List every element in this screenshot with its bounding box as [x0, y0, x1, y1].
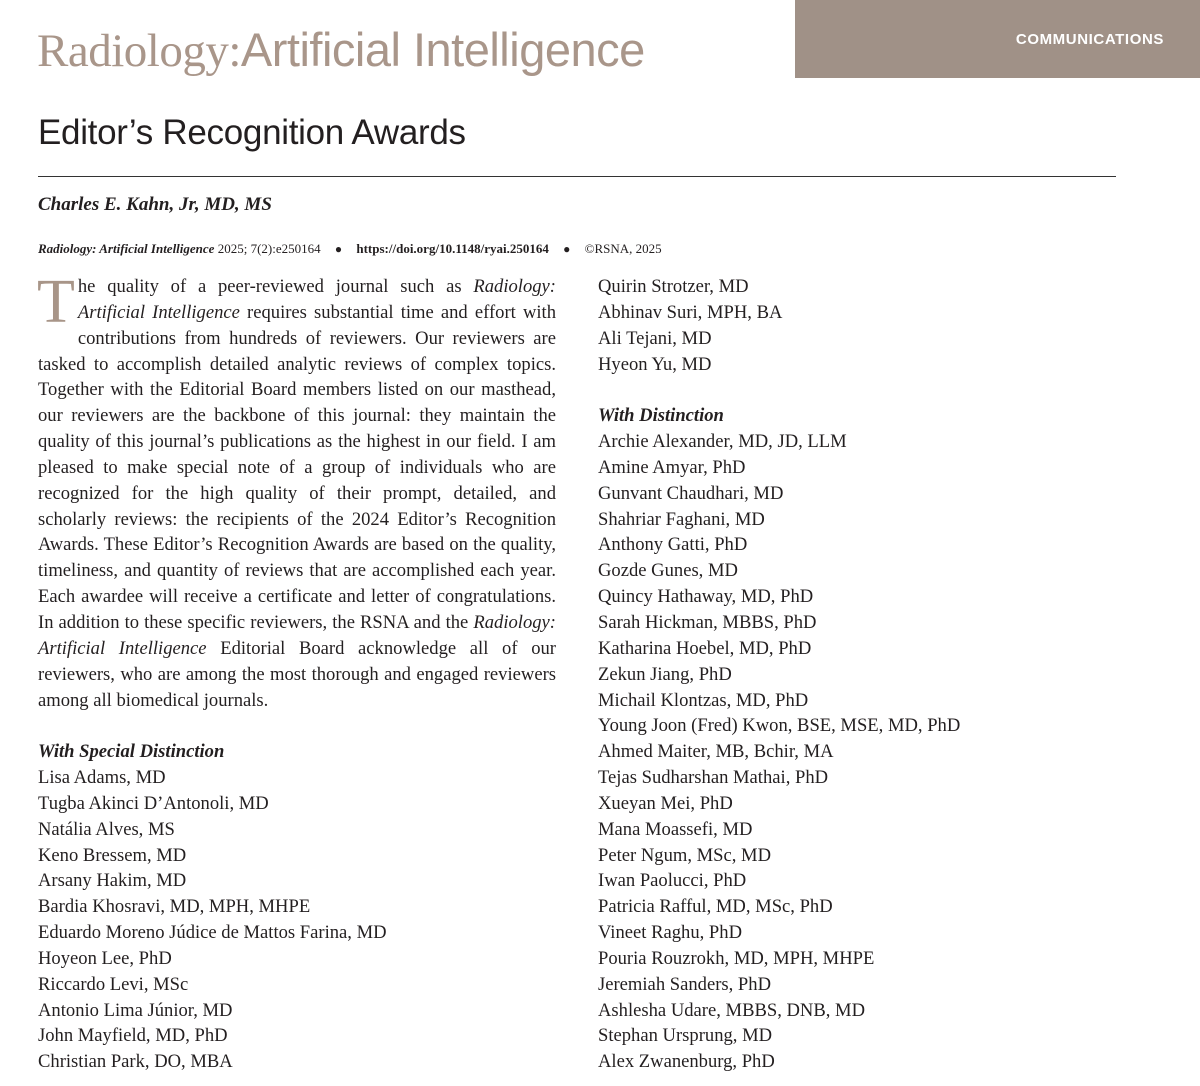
intro-text-2: requires substantial time and effort with contributions from hundreds of reviewers. Our reviewers are tasked to accomplish detailed analytic reviews of complex topics. Together with the Editorial Board members listed on our masthead, our reviewers are the backbone of this journal: they maintain the quality of this journal’s publications as the highest in our field. I am pleased to make special note of a group of individuals who are recognized for the high quality of their prompt, detailed, and scholarly reviews: the recipients of the 2024 Editor’s Recognition Awards. These Editor’s Recognition Awards are based on the quality, timeliness, and quantity of reviews that are accomplished each year. Each awardee will receive a certificate and letter of congratulations. In addition to these specific reviewers, the RSNA and the: [38, 301, 556, 633]
awardee-name: Stephan Ursprung, MD: [598, 1025, 773, 1047]
citation-line: [38, 239, 662, 259]
awardee-name: Jeremiah Sanders, PhD: [598, 973, 771, 995]
awardee-name: Mana Moassefi, MD: [598, 818, 753, 840]
awardee-name: Pouria Rouzrokh, MD, MPH, MHPE: [598, 947, 875, 969]
drop-cap: T: [37, 268, 75, 336]
citation-journal: Radiology: Artificial Intelligence: [38, 241, 215, 256]
special-distinction-heading: With Special Distinction: [38, 741, 225, 763]
awardee-name: Arsany Hakim, MD: [38, 870, 187, 892]
special-distinction-list-continued: [598, 274, 1118, 377]
journal-reference: Radiology: Artificial Intelligence: [38, 611, 556, 659]
section-badge: COMMUNICATIONS: [795, 0, 1200, 78]
right-column: [598, 274, 1118, 1075]
awardee-name: John Mayfield, MD, PhD: [38, 1025, 228, 1047]
bullet-separator: ●: [334, 242, 343, 256]
doi-link[interactable]: https://doi.org/10.1148/ryai.250164: [356, 241, 549, 256]
awardee-name: Bardia Khosravi, MD, MPH, MHPE: [38, 896, 311, 918]
awardee-name: Ali Tejani, MD: [598, 327, 712, 349]
awardee-name: Michail Klontzas, MD, PhD: [598, 689, 809, 711]
special-distinction-list: [38, 765, 556, 1075]
citation-issue: 2025; 7(2):e250164: [217, 241, 321, 256]
awardee-name: Young Joon (Fred) Kwon, BSE, MSE, MD, PhD: [598, 715, 961, 737]
awardee-name: Ahmed Maiter, MB, Bchir, MA: [598, 741, 834, 763]
title-divider: [38, 176, 1116, 177]
awardee-name: Xueyan Mei, PhD: [598, 792, 733, 814]
journal-name-part2: Artificial Intelligence: [240, 23, 645, 76]
awardee-name: Riccardo Levi, MSc: [38, 973, 189, 995]
awardee-name: Abhinav Suri, MPH, BA: [598, 301, 783, 323]
awardee-name: Lisa Adams, MD: [38, 767, 166, 789]
awardee-name: Tugba Akinci D’Antonoli, MD: [38, 792, 269, 814]
awardee-name: Archie Alexander, MD, JD, LLM: [598, 431, 847, 453]
awardee-name: Vineet Raghu, PhD: [598, 922, 743, 944]
awardee-name: Alex Zwanenburg, PhD: [598, 1051, 775, 1073]
citation-copyright: ©RSNA, 2025: [584, 241, 662, 256]
awardee-name: Hoyeon Lee, PhD: [38, 947, 172, 969]
bullet-separator: ●: [563, 242, 571, 256]
awardee-name: Iwan Paolucci, PhD: [598, 870, 747, 892]
journal-name: [37, 22, 645, 79]
journal-name-part1: Radiology:: [37, 25, 241, 77]
awardee-name: Hyeon Yu, MD: [598, 353, 712, 375]
awardee-name: Gozde Gunes, MD: [598, 560, 738, 582]
distinction-heading: With Distinction: [598, 405, 724, 427]
awardee-name: Peter Ngum, MSc, MD: [598, 844, 772, 866]
awardee-name: Amine Amyar, PhD: [598, 456, 746, 478]
awardee-name: Ashlesha Udare, MBBS, DNB, MD: [598, 999, 866, 1021]
intro-text-3: Editorial Board acknowledge all of our reviewers, who are among the most thorough and engaged reviewers among all biomedical journals.: [38, 637, 556, 711]
awardee-name: Gunvant Chaudhari, MD: [598, 482, 784, 504]
awardee-name: Quirin Strotzer, MD: [598, 276, 749, 297]
awardee-name: Tejas Sudharshan Mathai, PhD: [598, 767, 829, 789]
awardee-name: Sarah Hickman, MBBS, PhD: [598, 611, 817, 633]
awardee-name: Katharina Hoebel, MD, PhD: [598, 637, 812, 659]
journal-reference: Radiology: Artificial Intelligence: [77, 276, 556, 323]
awardee-name: Quincy Hathaway, MD, PhD: [598, 586, 814, 608]
awardee-name: Shahriar Faghani, MD: [598, 508, 765, 530]
awardee-name: Natália Alves, MS: [38, 818, 175, 840]
awardee-name: Zekun Jiang, PhD: [598, 663, 732, 685]
intro-paragraph: [37, 268, 556, 713]
author-byline: Charles E. Kahn, Jr, MD, MS: [38, 194, 272, 215]
intro-text-1: he quality of a peer-reviewed journal such as: [77, 276, 474, 297]
awardee-name: Antonio Lima Júnior, MD: [38, 999, 233, 1021]
awardee-name: Christian Park, DO, MBA: [38, 1051, 233, 1073]
awardee-name: Keno Bressem, MD: [38, 844, 187, 866]
awardee-name: Anthony Gatti, PhD: [598, 534, 748, 556]
awardee-name: Eduardo Moreno Júdice de Mattos Farina, MD: [38, 922, 387, 944]
left-column: [37, 268, 556, 1075]
article-title: Editor’s Recognition Awards: [38, 113, 466, 152]
distinction-list: [598, 429, 1118, 1075]
awardee-name: Patricia Rafful, MD, MSc, PhD: [598, 896, 833, 918]
